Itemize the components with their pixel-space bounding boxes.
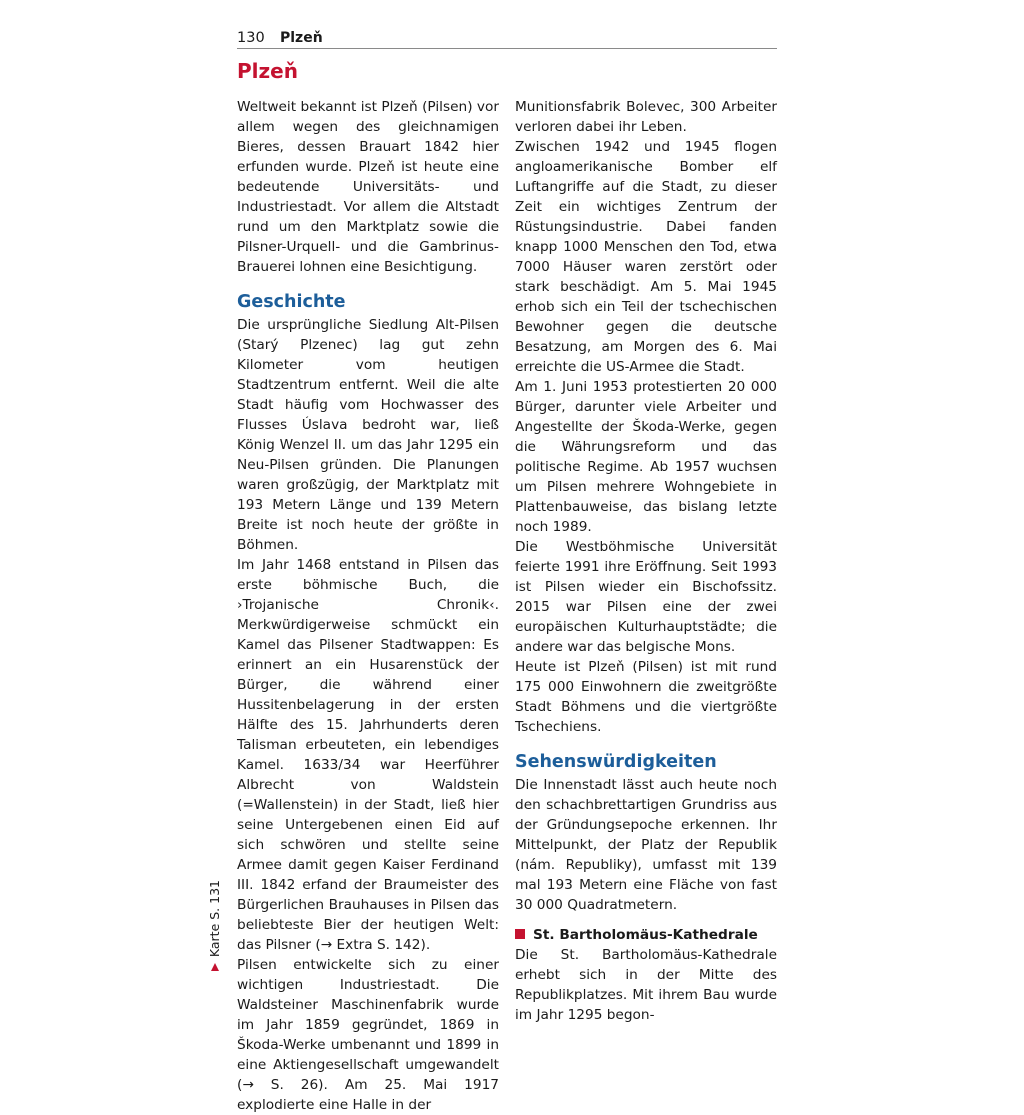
history-paragraph: Munitionsfabrik Bolevec, 300 Arbeiter verloren dabei ihr Leben. bbox=[515, 99, 777, 135]
section-heading-history: Geschichte bbox=[237, 292, 346, 312]
history-paragraph: Pilsen entwickelte sich zu einer wichtigen Industriestadt. Die Waldsteiner Maschinenfabrik wurde im Jahr 1859 gegründet, 1869 in Škoda-Werke umbenannt und 1899 in eine Aktiengesellschaft umgewandelt (→ S. 26). Am 25. Mai 1917 explodierte eine Halle in der bbox=[237, 957, 499, 1113]
section-heading-sights: Sehenswürdigkeiten bbox=[515, 752, 717, 772]
subheading-cathedral bbox=[515, 925, 777, 945]
running-title: Plzeň bbox=[280, 30, 323, 46]
page-header bbox=[237, 29, 777, 49]
left-column bbox=[237, 97, 499, 1115]
page-title: Plzeň bbox=[237, 59, 298, 83]
right-column bbox=[515, 97, 777, 1025]
history-paragraph: Die Westböhmische Universität feierte 1991 ihre Eröffnung. Seit 1993 ist Pilsen wieder ein Bischofssitz. 2015 war Pilsen eine der zwei europäischen Kulturhauptstädte; die andere war das belgische Mons. bbox=[515, 539, 777, 655]
square-marker-icon bbox=[515, 929, 525, 939]
cathedral-paragraph: Die St. Bartholomäus-Kathedrale erhebt sich in der Mitte des Republikplatzes. Mit ihrem Bau wurde im Jahr 1295 begon- bbox=[515, 947, 777, 1023]
sights-paragraph: Die Innenstadt lässt auch heute noch den schachbrettartigen Grundriss aus der Gründungsepoche erkennen. Ihr Mittelpunkt, der Platz der Republik (nám. Republiky), umfasst mit 139 mal 193 Metern eine Fläche von fast 30 000 Quadratmetern. bbox=[515, 777, 777, 913]
map-reference-label: Karte S. 131 bbox=[207, 880, 222, 958]
history-paragraph: Im Jahr 1468 entstand in Pilsen das erste böhmische Buch, die ›Trojanische Chronik‹. Merkwürdigerweise schmückt ein Kamel das Pilsener Stadtwappen: Es erinnert an ein Husarenstück der Bürger, die während einer Hussitenbelagerung in der ersten Hälfte des 15. Jahrhunderts deren Talisman erbeuteten, ein lebendiges Kamel. 1633/34 war Heerführer Albrecht von Waldstein (=Wallenstein) in der Stadt, ließ hier seine Untergebenen einen Eid auf sich schwören und stellte seine Armee damit gegen Kaiser Ferdinand III. 1842 erfand der Braumeister des Bürgerlichen Brauhauses in Pilsen das beliebteste Bier der heutigen Welt: das Pilsner (→ Extra S. 142). bbox=[237, 557, 499, 953]
intro-paragraph: Weltweit bekannt ist Plzeň (Pilsen) vor allem wegen des gleichnamigen Bieres, dessen Brauart 1842 hier erfunden wurde. Plzeň ist heute eine bedeutende Universitäts- und Industriestadt. Vor allem die Altstadt rund um den Marktplatz sowie die Pilsner-Urquell- und die Gambrinus-Brauerei lohnen eine Besichtigung. bbox=[237, 99, 499, 275]
history-paragraph: Am 1. Juni 1953 protestierten 20 000 Bürger, darunter viele Arbeiter und Angestellte der Škoda-Werke, gegen die Währungsreform und das politische Regime. Ab 1957 wuchsen um Pilsen mehrere Wohngebiete in Plattenbauweise, das bislang letzte noch 1989. bbox=[515, 379, 777, 535]
history-paragraph: Zwischen 1942 und 1945 flogen angloamerikanische Bomber elf Luftangriffe auf die Stadt, zu dieser Zeit ein wichtiges Zentrum der Rüstungsindustrie. Dabei fanden knapp 1000 Menschen den Tod, etwa 7000 Häuser waren zerstört oder stark beschädigt. Am 5. Mai 1945 erhob sich ein Teil der tschechischen Bewohner gegen die deutsche Besatzung, am Morgen des 6. Mai erreichte die US-Armee die Stadt. bbox=[515, 139, 777, 375]
page-number: 130 bbox=[237, 30, 265, 46]
history-paragraph: Die ursprüngliche Siedlung Alt-Pilsen (Starý Plzenec) lag gut zehn Kilometer vom heutigen Stadtzentrum entfernt. Weil die alte Stadt häufig vom Hochwasser des Flusses Úslava bedroht war, ließ König Wenzel II. um das Jahr 1295 ein Neu-Pilsen gründen. Die Planungen waren großzügig, der Marktplatz mit 193 Metern Länge und 139 Metern Breite ist noch heute der größte in Böhmen. bbox=[237, 317, 499, 553]
triangle-arrow-icon bbox=[211, 963, 219, 971]
subheading-cathedral-label: St. Bartholomäus-Kathedrale bbox=[533, 927, 758, 943]
history-paragraph: Heute ist Plzeň (Pilsen) ist mit rund 175 000 Einwohnern die zweitgrößte Stadt Böhmens und die viertgrößte Tschechiens. bbox=[515, 659, 777, 735]
map-reference[interactable] bbox=[207, 880, 223, 972]
